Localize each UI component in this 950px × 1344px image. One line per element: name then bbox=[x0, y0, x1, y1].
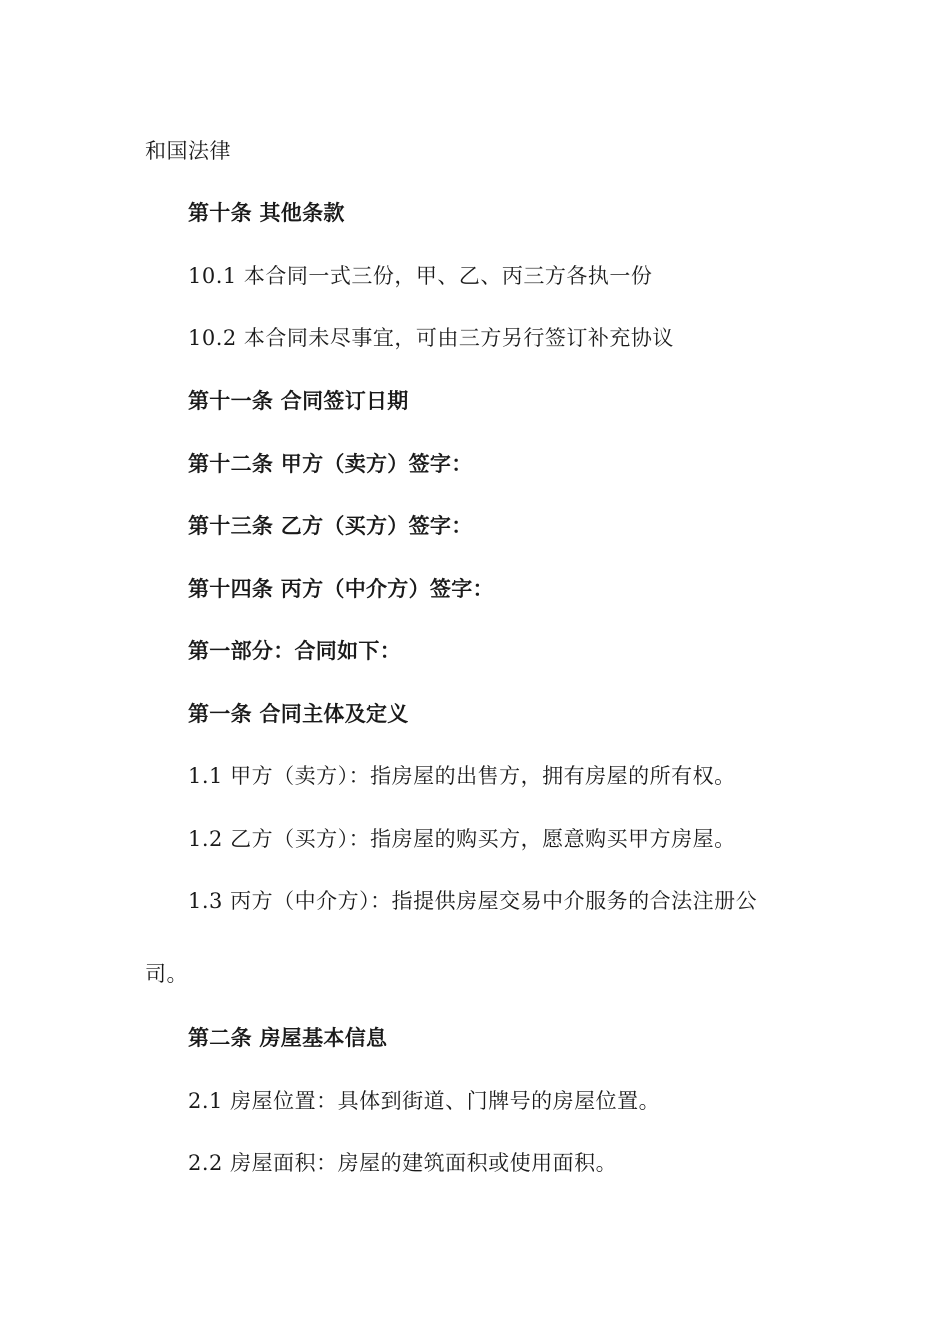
clause-1-2: 1.2 乙方（买方）：指房屋的购买方，愿意购买甲方房屋。 bbox=[188, 827, 736, 851]
clause-1-3: 1.3 丙方（中介方）：指提供房屋交易中介服务的合法注册公 bbox=[188, 889, 758, 913]
clause-1-3-continuation: 司。 bbox=[145, 962, 188, 986]
clause-1-1: 1.1 甲方（卖方）：指房屋的出售方，拥有房屋的所有权。 bbox=[188, 764, 736, 788]
article-10-heading: 第十条 其他条款 bbox=[188, 201, 345, 225]
article-14-heading: 第十四条 丙方（中介方）签字： bbox=[188, 577, 494, 601]
paragraph-continuation: 和国法律 bbox=[145, 139, 231, 163]
article-2-heading: 第二条 房屋基本信息 bbox=[188, 1026, 388, 1050]
clause-2-1: 2.1 房屋位置：具体到街道、门牌号的房屋位置。 bbox=[188, 1089, 661, 1113]
part-1-heading: 第一部分：合同如下： bbox=[188, 639, 401, 663]
article-1-heading: 第一条 合同主体及定义 bbox=[188, 702, 409, 726]
clause-10-1: 10.1 本合同一式三份，甲、乙、丙三方各执一份 bbox=[188, 264, 653, 288]
clause-10-2: 10.2 本合同未尽事宜，可由三方另行签订补充协议 bbox=[188, 326, 674, 350]
article-12-heading: 第十二条 甲方（卖方）签字： bbox=[188, 452, 473, 476]
article-13-heading: 第十三条 乙方（买方）签字： bbox=[188, 514, 473, 538]
article-11-heading: 第十一条 合同签订日期 bbox=[188, 389, 409, 413]
clause-2-2: 2.2 房屋面积：房屋的建筑面积或使用面积。 bbox=[188, 1151, 618, 1175]
